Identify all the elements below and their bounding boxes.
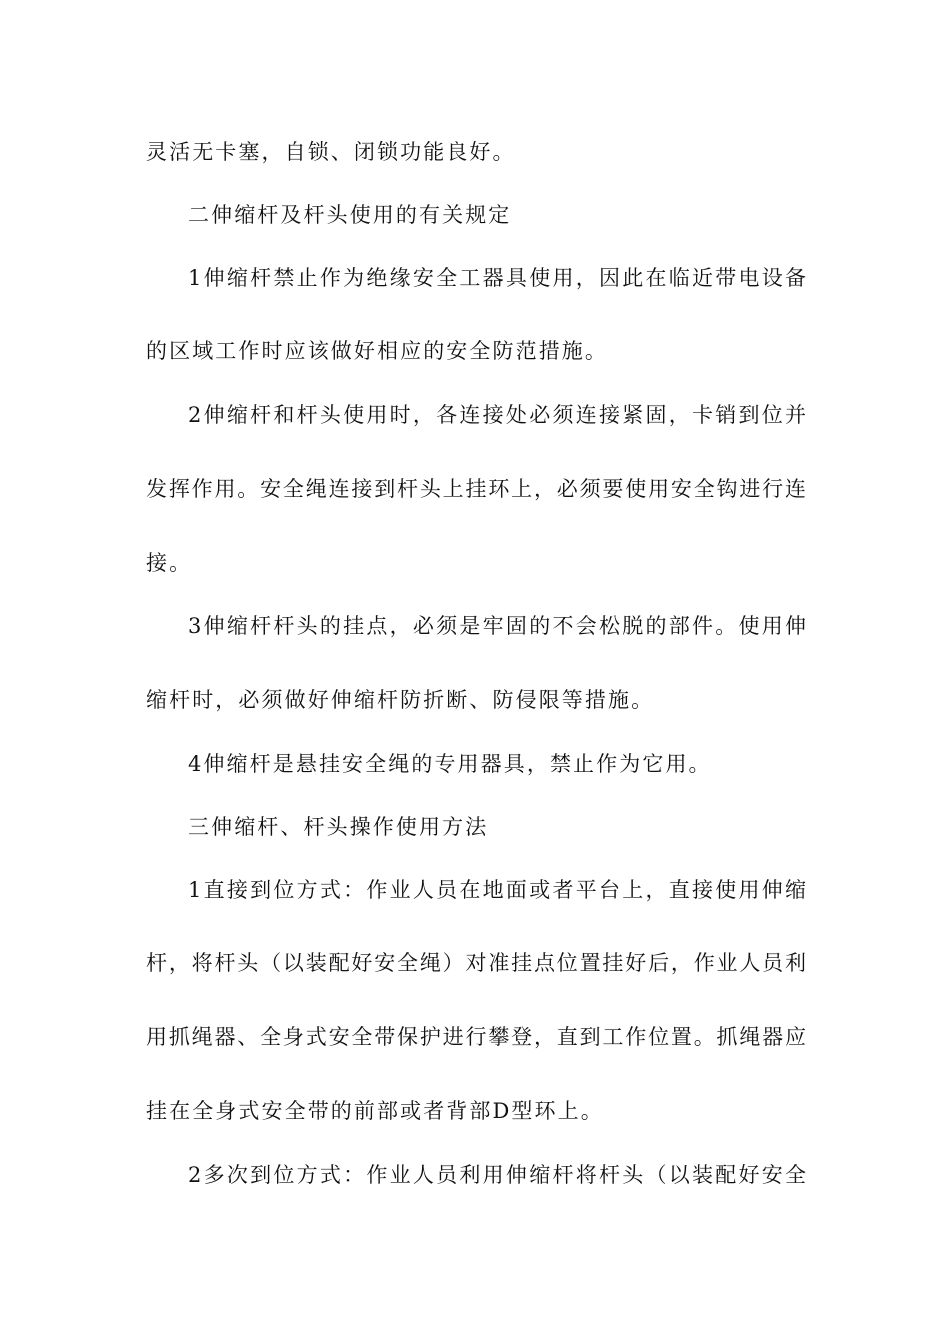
text-line: 1直接到位方式：作业人员在地面或者平台上，直接使用伸缩 <box>188 878 806 902</box>
text-line: 发挥作用。安全绳连接到杆头上挂环上，必须要使用安全钩进行连 <box>146 477 806 501</box>
text-line: 4伸缩杆是悬挂安全绳的专用器具，禁止作为它用。 <box>188 752 712 776</box>
text-line: 3伸缩杆杆头的挂点，必须是牢固的不会松脱的部件。使用伸 <box>188 614 806 638</box>
text-line: 2伸缩杆和杆头使用时，各连接处必须连接紧固，卡销到位并 <box>188 403 806 427</box>
text-line: 缩杆时，必须做好伸缩杆防折断、防侵限等措施。 <box>146 688 655 712</box>
text-line: 2多次到位方式：作业人员利用伸缩杆将杆头（以装配好安全 <box>188 1163 806 1187</box>
text-line: 灵活无卡塞，自锁、闭锁功能良好。 <box>146 140 516 164</box>
section-heading: 二伸缩杆及杆头使用的有关规定 <box>188 203 512 227</box>
text-line: 1伸缩杆禁止作为绝缘安全工器具使用，因此在临近带电设备 <box>188 266 806 290</box>
text-line: 接。 <box>146 551 193 575</box>
section-heading: 三伸缩杆、杆头操作使用方法 <box>188 815 489 839</box>
text-line: 的区域工作时应该做好相应的安全防范措施。 <box>146 339 608 363</box>
text-line: 杆，将杆头（以装配好安全绳）对准挂点位置挂好后，作业人员利 <box>146 951 806 975</box>
text-line: 挂在全身式安全带的前部或者背部D型环上。 <box>146 1099 604 1123</box>
text-line: 用抓绳器、全身式安全带保护进行攀登，直到工作位置。抓绳器应 <box>146 1025 806 1049</box>
